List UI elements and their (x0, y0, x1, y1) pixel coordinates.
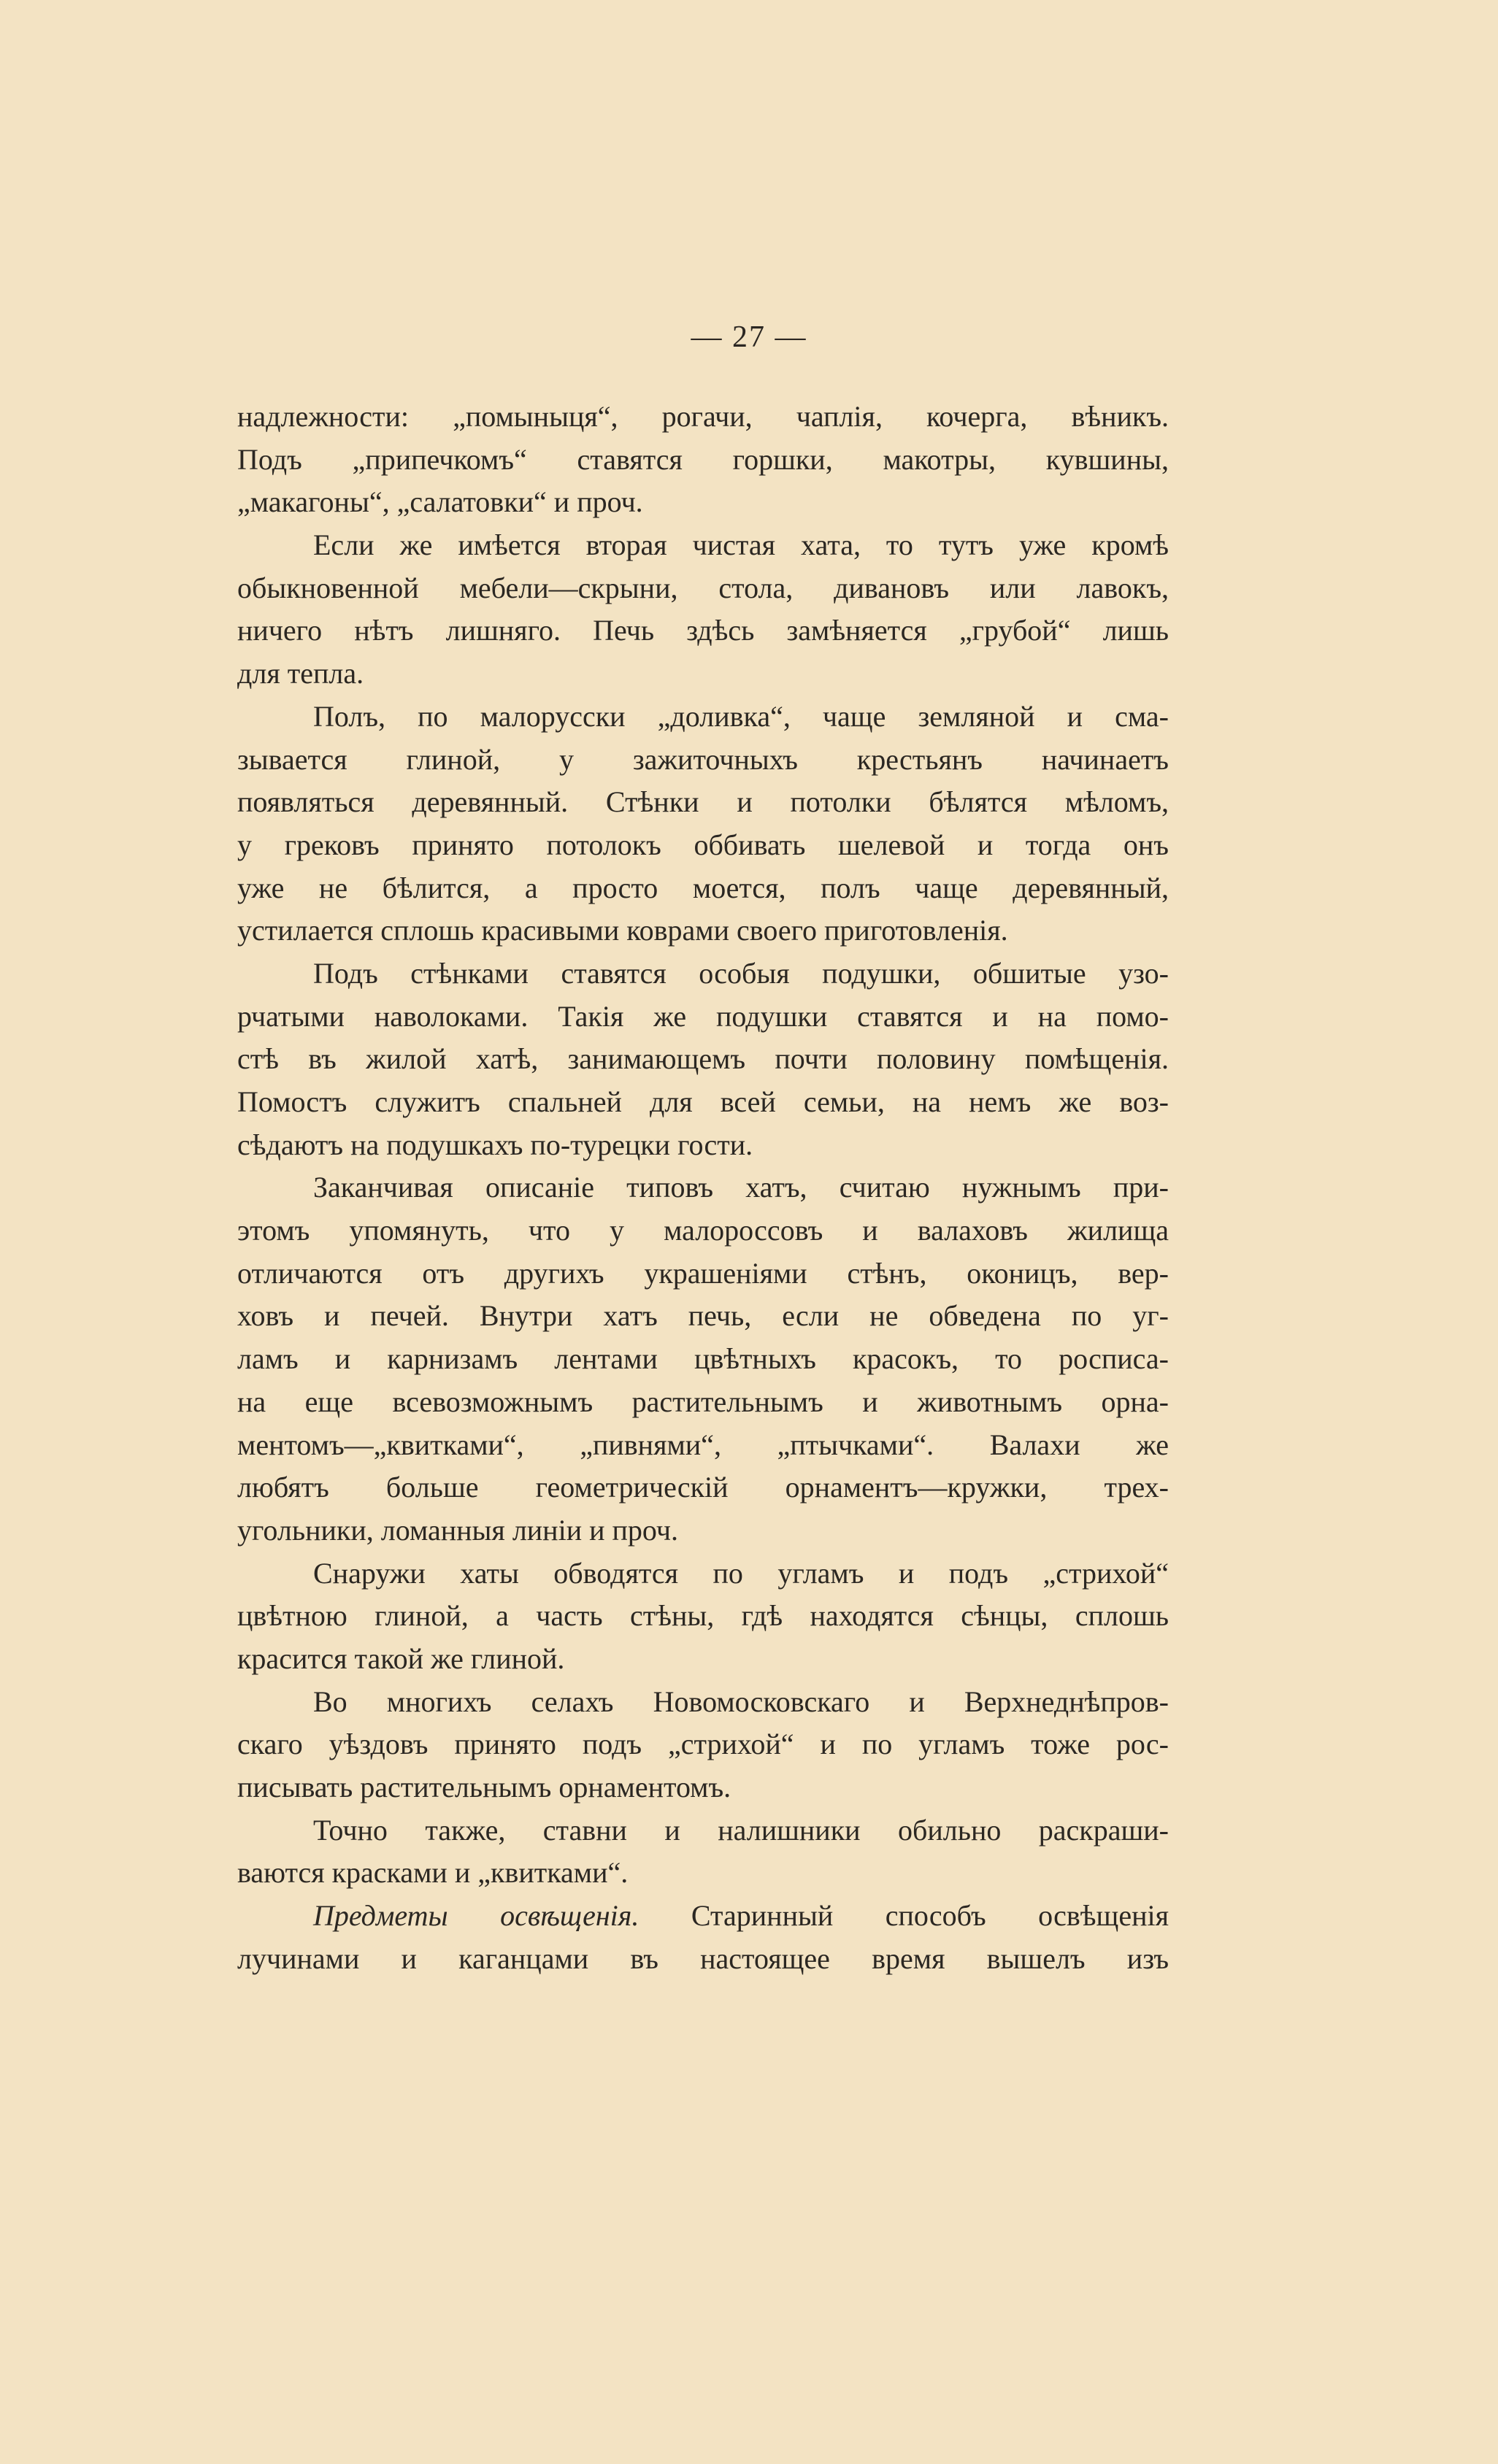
line-text: надлежности: „помыныця“, рогачи, чаплія, кочерга, вѣникъ. (237, 400, 1169, 433)
line-text: угольники, ломанныя линіи и проч. (237, 1513, 679, 1547)
text-line (237, 609, 1169, 652)
line-text: скаго уѣздовъ принято подъ „стрихой“ и по угламъ тоже рос- (237, 1728, 1169, 1761)
text-line (237, 824, 1169, 867)
text-line (237, 1809, 1169, 1852)
text-line (237, 867, 1169, 910)
text-line (237, 439, 1169, 482)
text-line (237, 1509, 1169, 1552)
text-line (237, 952, 1169, 996)
text-line (237, 1681, 1169, 1724)
text-line (237, 1552, 1169, 1595)
line-text: Заканчивая описаніе типовъ хатъ, считаю нужнымъ при- (313, 1171, 1169, 1204)
text-line (237, 1638, 1169, 1681)
text-line (237, 1852, 1169, 1895)
line-text: стѣ въ жилой хатѣ, занимающемъ почти половину помѣщенія. (237, 1042, 1169, 1076)
line-text: рчатыми наволоками. Такія же подушки ставятся и на помо- (237, 999, 1169, 1033)
line-text: зывается глиной, у зажиточныхъ крестьянъ начинаетъ (237, 742, 1169, 776)
text-line (237, 1124, 1169, 1167)
page-number: — 27 — (691, 320, 807, 354)
text-line (237, 524, 1169, 567)
text-line (237, 1424, 1169, 1467)
line-text: у грековъ принято потолокъ оббивать шелевой и тогда онъ (237, 828, 1169, 861)
line-text: любятъ больше геометрическій орнаментъ—кружки, трех- (237, 1471, 1169, 1504)
body-text (237, 396, 1169, 1980)
line-text: Полъ, по малорусски „доливка“, чаще земляной и сма- (313, 699, 1169, 733)
text-line (237, 1381, 1169, 1424)
line-text: ламъ и карнизамъ лентами цвѣтныхъ красокъ, то росписа- (237, 1342, 1169, 1376)
line-text: писывать растительнымъ орнаментомъ. (237, 1771, 731, 1803)
line-text: уже не бѣлится, а просто моется, полъ чаще деревянный, (237, 871, 1169, 904)
text-line (237, 1466, 1169, 1509)
line-text: Помостъ служитъ спальней для всей семьи, на немъ же воз- (237, 1085, 1169, 1118)
text-line (237, 1595, 1169, 1638)
line-text: появляться деревянный. Стѣнки и потолки бѣлятся мѣломъ, (237, 785, 1169, 819)
text-line (237, 1938, 1169, 1981)
line-text: Точно также, ставни и налишники обильно раскраши- (313, 1813, 1169, 1847)
line-text: для тепла. (237, 657, 364, 690)
text-line (237, 1723, 1169, 1766)
line-text: Во многихъ селахъ Новомосковскаго и Верхнеднѣпров- (313, 1685, 1169, 1718)
text-line (237, 396, 1169, 439)
line-text: ваются красками и „квитками“. (237, 1856, 629, 1890)
line-text: Старинный способъ освѣщенія (639, 1899, 1169, 1933)
text-line (237, 1338, 1169, 1381)
text-line (237, 781, 1169, 824)
line-text: Подъ „припечкомъ“ ставятся горшки, макотры, кувшины, (237, 442, 1169, 476)
text-line (237, 1166, 1169, 1209)
line-text: „макагоны“, „салатовки“ и проч. (237, 485, 643, 519)
text-line (237, 739, 1169, 782)
text-line (237, 1209, 1169, 1252)
line-text: этомъ упомянуть, что у малороссовъ и валаховъ жилища (237, 1214, 1169, 1247)
text-line (237, 1766, 1169, 1809)
line-text: цвѣтною глиной, а часть стѣны, гдѣ находятся сѣнцы, сплошь (237, 1599, 1169, 1633)
line-text: Снаружи хаты обводятся по угламъ и подъ „стрихой“ (313, 1556, 1169, 1590)
line-text: Если же имѣется вторая чистая хата, то тутъ уже кромѣ (313, 528, 1169, 562)
line-text: устилается сплошь красивыми коврами своего приготовленія. (237, 914, 1008, 947)
section-heading: Предметы освѣщенія. (313, 1899, 639, 1933)
line-text: лучинами и каганцами въ настоящее время вышелъ изъ (237, 1941, 1169, 1975)
line-text: сѣдаютъ на подушкахъ по-турецки гости. (237, 1128, 753, 1161)
text-line (237, 1252, 1169, 1295)
text-line (237, 652, 1169, 696)
line-text: обыкновенной мебели—скрыни, стола, дивановъ или лавокъ, (237, 571, 1169, 604)
text-line (237, 996, 1169, 1039)
line-text: на еще всевозможнымъ растительнымъ и животнымъ орна- (237, 1385, 1169, 1418)
text-line (237, 1895, 1169, 1938)
line-text: красится такой же глиной. (237, 1641, 565, 1675)
text-line (237, 1038, 1169, 1081)
text-line (237, 567, 1169, 610)
text-line (237, 1295, 1169, 1338)
line-text: ховъ и печей. Внутри хатъ печь, если не обведена по уг- (237, 1299, 1169, 1333)
text-line (237, 481, 1169, 524)
text-line (237, 696, 1169, 739)
text-line (237, 909, 1169, 952)
text-line (237, 1081, 1169, 1124)
line-text: отличаются отъ другихъ украшеніями стѣнъ, оконицъ, вер- (237, 1256, 1169, 1290)
line-text: ничего нѣтъ лишняго. Печь здѣсь замѣняется „грубой“ лишь (237, 614, 1169, 647)
line-text: Подъ стѣнками ставятся особыя подушки, обшитые узо- (313, 956, 1169, 990)
line-text: ментомъ—„квитками“, „пивнями“, „птычками“. Валахи же (237, 1428, 1169, 1461)
